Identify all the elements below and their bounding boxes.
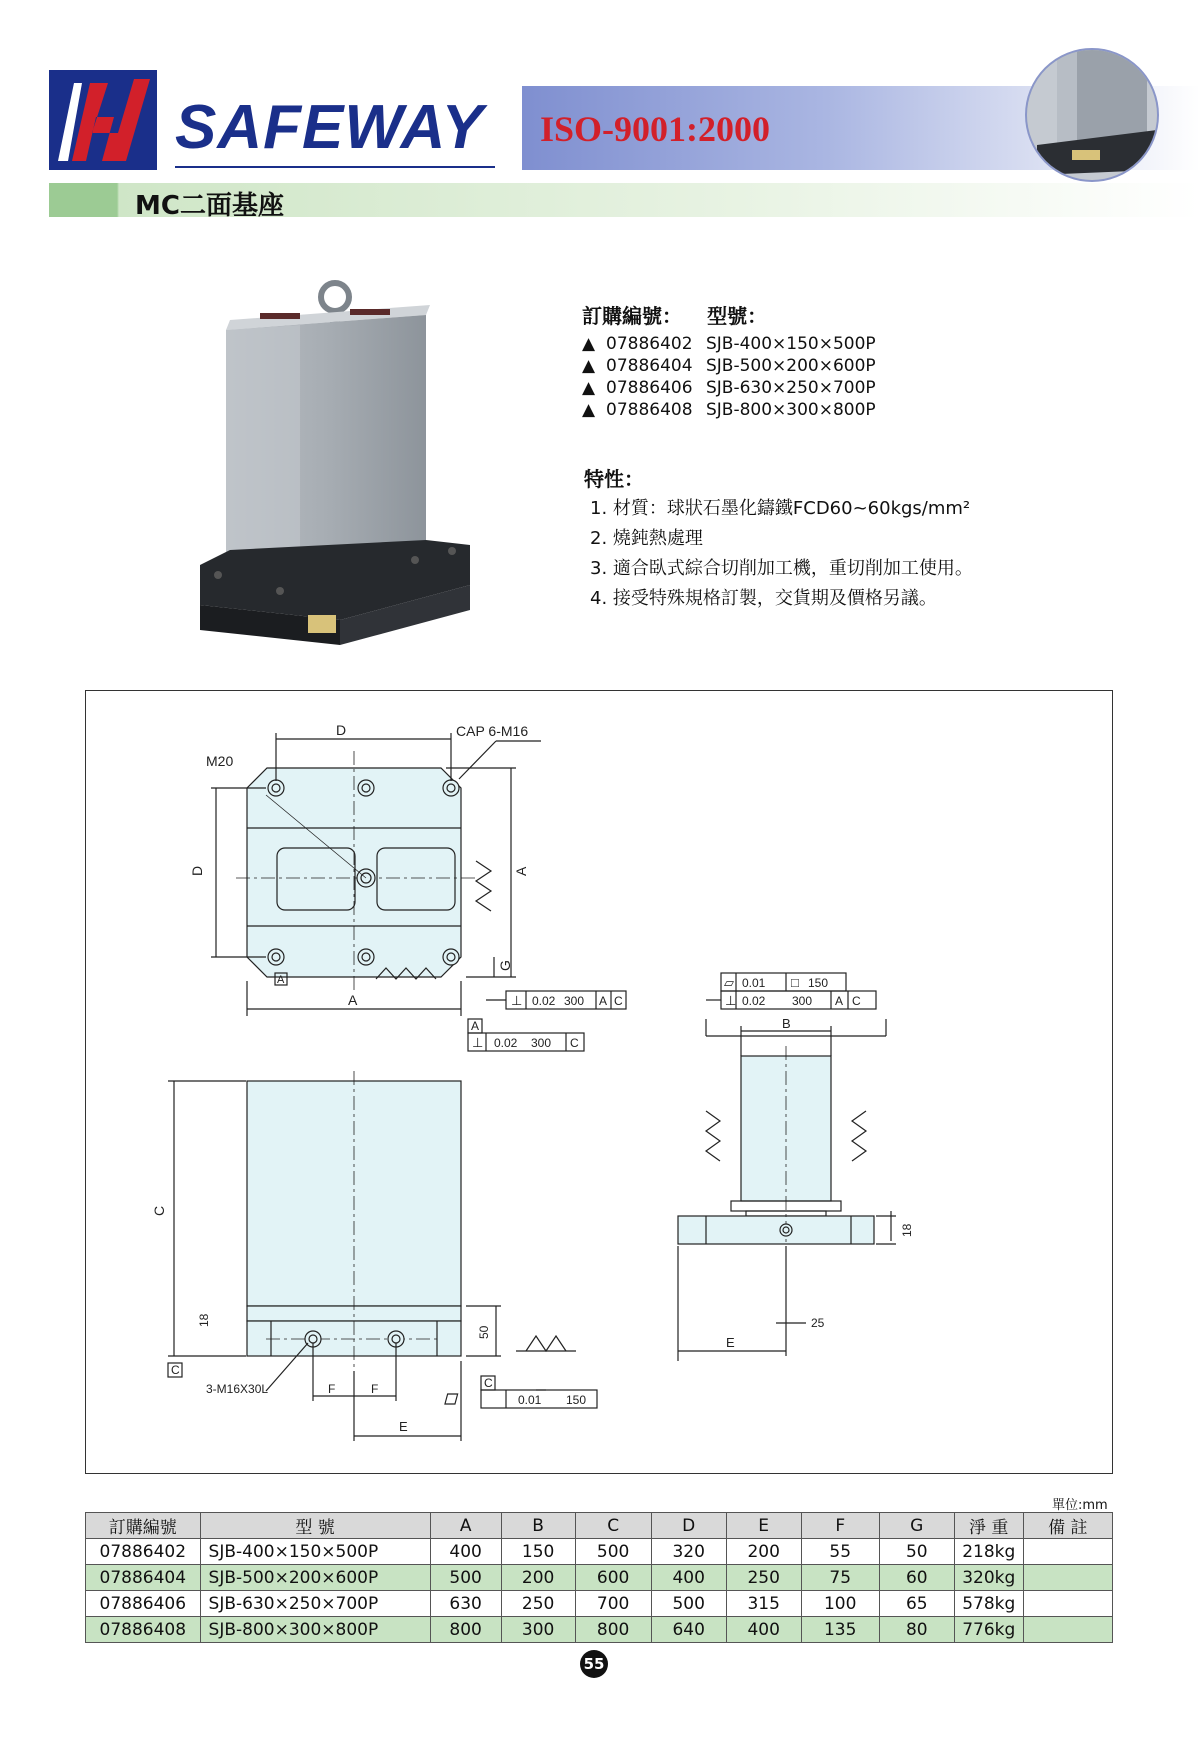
tol-flat-1: 0.01 — [518, 1393, 542, 1407]
table-header-row — [86, 1513, 1113, 1539]
tol-len-3: 300 — [792, 994, 813, 1008]
table-cell: 65 — [879, 1591, 954, 1617]
feature-item: 3. 適合臥式綜合切削加工機，重切削加工使用。 — [590, 558, 973, 579]
table-cell: 07886404 — [86, 1565, 201, 1591]
dim-label-a-right: A — [513, 866, 529, 876]
product-thumbnail — [1025, 48, 1159, 182]
iso-certification: ISO-9001:2000 — [540, 109, 771, 149]
table-cell: 60 — [879, 1565, 954, 1591]
model-heading: 型號： — [707, 304, 768, 328]
table-cell: 320 — [651, 1539, 726, 1565]
tol-perp-2: 0.02 — [494, 1036, 518, 1050]
brand-name: SAFEWAY — [175, 93, 484, 162]
technical-drawing — [85, 690, 1113, 1474]
feature-item: 2. 燒鈍熱處理 — [590, 528, 703, 549]
tol-flat-2: 0.01 — [742, 976, 766, 990]
table-cell: 640 — [651, 1617, 726, 1643]
tol-perp-3: 0.02 — [742, 994, 766, 1008]
table-cell — [1023, 1591, 1112, 1617]
table-cell: 800 — [430, 1617, 501, 1643]
svg-text:⊥: ⊥ — [725, 993, 737, 1008]
label-m20: M20 — [206, 753, 234, 769]
table-cell: 55 — [801, 1539, 879, 1565]
column-header: C — [575, 1513, 651, 1539]
column-header: 淨 重 — [954, 1513, 1023, 1539]
column-header: E — [726, 1513, 801, 1539]
table-cell: 200 — [726, 1539, 801, 1565]
column-header: D — [651, 1513, 726, 1539]
table-cell: SJB-800×300×800P — [200, 1617, 430, 1643]
brand-logo — [49, 70, 157, 170]
dim-label-c: C — [151, 1205, 167, 1216]
table-cell: 500 — [430, 1565, 501, 1591]
table-cell: 578kg — [954, 1591, 1023, 1617]
dim-label-g: G — [497, 960, 513, 971]
page-title: MC二面基座 — [135, 191, 284, 221]
table-row — [86, 1565, 1113, 1591]
product-photo — [190, 275, 480, 649]
table-cell: 250 — [726, 1565, 801, 1591]
column-header: F — [801, 1513, 879, 1539]
table-cell: 400 — [430, 1539, 501, 1565]
feature-item: 4. 接受特殊規格訂製，交貨期及價格另議。 — [590, 588, 937, 609]
tol-len-150-1: 150 — [566, 1393, 587, 1407]
svg-text:⊥: ⊥ — [472, 1035, 484, 1050]
dim-label-18-side: 18 — [900, 1223, 914, 1237]
table-cell: SJB-500×200×600P — [200, 1565, 430, 1591]
table-cell: 07886402 — [86, 1539, 201, 1565]
list-item: ▲ 07886404 SJB-500×200×600P — [582, 356, 876, 376]
tol-len-1: 300 — [564, 994, 585, 1008]
table-cell: 200 — [501, 1565, 575, 1591]
label-cap: CAP 6-M16 — [456, 723, 529, 739]
table-cell: 218kg — [954, 1539, 1023, 1565]
column-header: 備 註 — [1023, 1513, 1112, 1539]
brand-underline — [175, 166, 495, 168]
tol-datum-c-3: C — [852, 994, 861, 1008]
table-cell: SJB-630×250×700P — [200, 1591, 430, 1617]
table-cell: 07886406 — [86, 1591, 201, 1617]
datum-c: C — [171, 1363, 180, 1377]
table-cell: 100 — [801, 1591, 879, 1617]
side-view — [678, 973, 896, 1361]
table-cell: 600 — [575, 1565, 651, 1591]
tol-datum-a-1: A — [599, 994, 608, 1008]
dim-label-f2: F — [371, 1382, 379, 1396]
page-number: 55 — [580, 1650, 608, 1678]
column-header: B — [501, 1513, 575, 1539]
column-header: A — [430, 1513, 501, 1539]
table-cell: 400 — [651, 1565, 726, 1591]
table-row — [86, 1591, 1113, 1617]
table-cell: 800 — [575, 1617, 651, 1643]
list-item: ▲ 07886402 SJB-400×150×500P — [582, 334, 876, 354]
dim-label-d-top: D — [336, 722, 347, 738]
svg-text:□: □ — [791, 975, 799, 990]
table-cell: 80 — [879, 1617, 954, 1643]
table-cell: 630 — [430, 1591, 501, 1617]
table-cell: 400 — [726, 1617, 801, 1643]
table-row — [86, 1539, 1113, 1565]
table-cell: 135 — [801, 1617, 879, 1643]
features-heading: 特性： — [584, 467, 644, 491]
table-cell: 776kg — [954, 1617, 1023, 1643]
dim-label-b: B — [782, 1016, 791, 1031]
dim-label-e-front: E — [399, 1419, 408, 1434]
table-cell: 700 — [575, 1591, 651, 1617]
datum-c-box: C — [484, 1376, 493, 1390]
dim-label-d-left: D — [189, 865, 205, 876]
svg-text:⊥: ⊥ — [511, 993, 523, 1008]
spec-table — [85, 1512, 1113, 1643]
svg-text:▱: ▱ — [724, 975, 734, 990]
table-cell: 500 — [651, 1591, 726, 1617]
brand-logo-mark — [52, 73, 154, 167]
table-cell — [1023, 1617, 1112, 1643]
dim-label-f1: F — [328, 1382, 336, 1396]
feature-item: 1. 材質：球狀石墨化鑄鐵FCD60~60kgs/mm² — [590, 498, 971, 519]
table-cell: 250 — [501, 1591, 575, 1617]
tol-datum-c-2: C — [570, 1036, 579, 1050]
dim-label-25: 25 — [811, 1316, 825, 1330]
datum-a-box: A — [471, 1019, 480, 1033]
column-header: 型 號 — [200, 1513, 430, 1539]
tol-perp-1: 0.02 — [532, 994, 556, 1008]
table-cell: SJB-400×150×500P — [200, 1539, 430, 1565]
features-list — [590, 494, 973, 614]
table-cell — [1023, 1539, 1112, 1565]
table-cell: 75 — [801, 1565, 879, 1591]
table-cell: 315 — [726, 1591, 801, 1617]
table-cell: 300 — [501, 1617, 575, 1643]
tol-datum-c-1: C — [614, 994, 623, 1008]
column-header: 訂購編號 — [86, 1513, 201, 1539]
tol-len-150-2: 150 — [808, 976, 829, 990]
tol-datum-a-3: A — [835, 994, 844, 1008]
unit-label: 單位:mm — [1052, 1498, 1108, 1513]
dim-label-a-bottom: A — [348, 992, 358, 1008]
column-header: G — [879, 1513, 954, 1539]
datum-a: A — [277, 974, 285, 986]
label-m16: 3-M16X30L — [206, 1382, 269, 1396]
dim-label-18-front: 18 — [197, 1313, 211, 1327]
order-list — [582, 334, 876, 422]
table-cell: 320kg — [954, 1565, 1023, 1591]
table-cell: 500 — [575, 1539, 651, 1565]
table-cell: 07886408 — [86, 1617, 201, 1643]
table-cell: 50 — [879, 1539, 954, 1565]
list-item: ▲ 07886408 SJB-800×300×800P — [582, 400, 876, 420]
tol-len-2: 300 — [531, 1036, 552, 1050]
list-item: ▲ 07886406 SJB-630×250×700P — [582, 378, 876, 398]
table-row — [86, 1617, 1113, 1643]
dim-label-e-side: E — [726, 1335, 735, 1350]
table-cell — [1023, 1565, 1112, 1591]
dim-label-50: 50 — [477, 1325, 491, 1339]
order-number-heading: 訂購編號： — [582, 304, 682, 328]
table-cell: 150 — [501, 1539, 575, 1565]
